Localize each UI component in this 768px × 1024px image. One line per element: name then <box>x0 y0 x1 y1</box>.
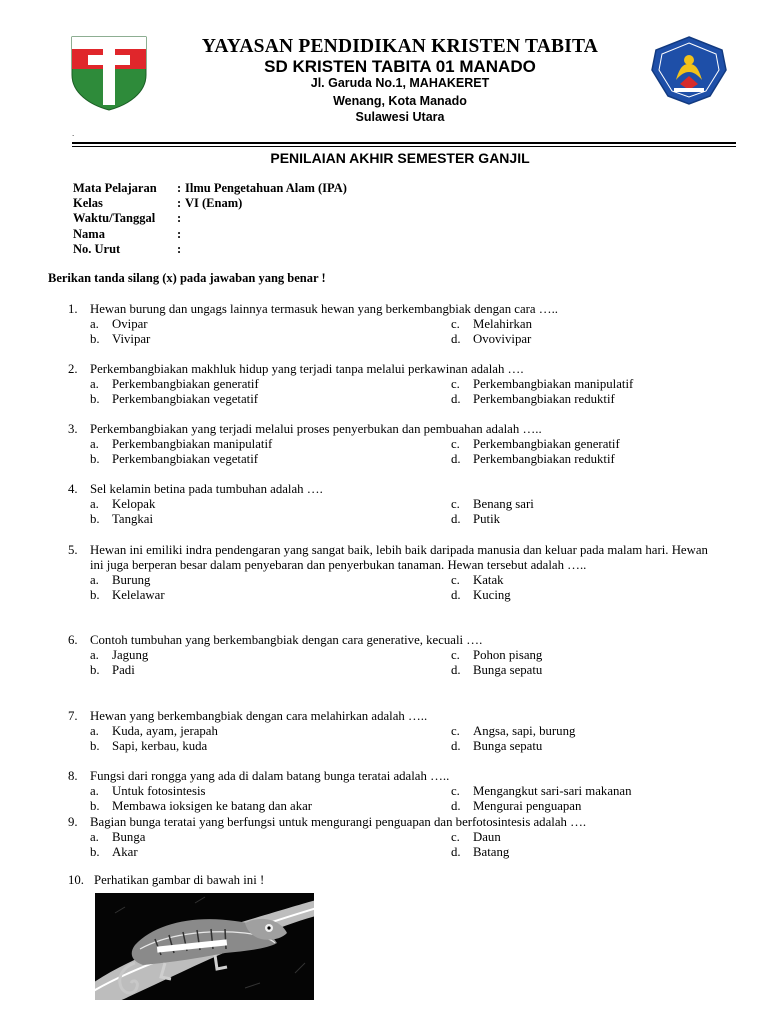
question-7 <box>68 709 708 754</box>
option-d[interactable]: d. Bunga sepatu <box>451 739 543 753</box>
address-line-2: Wenang, Kota Manado <box>333 94 467 108</box>
options <box>90 317 708 347</box>
field-label: Waktu/Tanggal <box>73 211 156 225</box>
option-a[interactable]: a. Jagung <box>90 648 149 662</box>
question-number: 5. <box>68 543 78 557</box>
option-b[interactable]: b. Membawa ioksigen ke batang dan akar <box>90 799 313 813</box>
question-1 <box>68 302 708 347</box>
school-name: SD KRISTEN TABITA 01 MANADO <box>264 57 536 76</box>
option-d[interactable]: d. Batang <box>451 845 510 859</box>
foundation-name: YAYASAN PENDIDIKAN KRISTEN TABITA <box>201 36 599 57</box>
option-b[interactable]: b. Kelelawar <box>90 588 165 602</box>
question-4 <box>68 482 708 527</box>
question-3 <box>68 422 708 467</box>
field-label: No. Urut <box>73 242 121 256</box>
question-10 <box>68 873 708 888</box>
field-colon: : <box>177 181 182 195</box>
stray-dot: . <box>72 129 75 138</box>
options <box>90 648 708 678</box>
question-stem: Hewan yang berkembangbiak dengan cara melahirkan adalah ….. <box>90 709 428 723</box>
option-a[interactable]: a. Kuda, ayam, jerapah <box>90 724 218 738</box>
options <box>90 724 708 754</box>
question-number: 8. <box>68 769 78 783</box>
question-stem: Perhatikan gambar di bawah ini ! <box>94 873 265 887</box>
question-stem: Bagian bunga teratai yang berfungsi untuk mengurangi penguapan dan berfotosintesis adalah …. <box>90 815 587 829</box>
field-time-date <box>73 211 185 226</box>
field-number <box>73 242 185 257</box>
question-stem: Perkembangbiakan makhluk hidup yang terjadi tanpa melalui perkawinan adalah …. <box>90 362 524 376</box>
option-c[interactable]: c. Daun <box>451 830 501 844</box>
option-a[interactable]: a. Perkembangbiakan manipulatif <box>90 437 273 451</box>
option-a[interactable]: a. Kelopak <box>90 497 156 511</box>
question-number: 9. <box>68 815 78 829</box>
option-b[interactable]: b. Perkembangbiakan vegetatif <box>90 392 259 406</box>
option-a[interactable]: a. Untuk fotosintesis <box>90 784 206 798</box>
field-label: Nama <box>73 227 105 241</box>
address-line-1: Jl. Garuda No.1, MAHAKERET <box>310 76 490 90</box>
options <box>90 830 708 860</box>
option-d[interactable]: d. Perkembangbiakan reduktif <box>451 392 615 406</box>
option-c[interactable]: c. Mengangkut sari-sari makanan <box>451 784 632 798</box>
question-stem: Perkembangbiakan yang terjadi melalui proses penyerbukan dan pembuahan adalah ….. <box>90 422 542 436</box>
question-number: 10. <box>68 873 84 887</box>
option-b[interactable]: b. Akar <box>90 845 138 859</box>
question-number: 6. <box>68 633 78 647</box>
field-label: Kelas <box>73 196 103 210</box>
option-a[interactable]: a. Ovipar <box>90 317 148 331</box>
question-number: 2. <box>68 362 78 376</box>
question-stem: Contoh tumbuhan yang berkembangbiak dengan cara generative, kecuali …. <box>90 633 483 647</box>
question-number: 7. <box>68 709 78 723</box>
header-rule-thick <box>72 142 736 144</box>
instruction: Berikan tanda silang (x) pada jawaban yang benar ! <box>48 271 326 285</box>
option-b[interactable]: b. Perkembangbiakan vegetatif <box>90 452 259 466</box>
address-line-3: Sulawesi Utara <box>355 110 445 124</box>
question-number: 1. <box>68 302 78 316</box>
option-a[interactable]: a. Burung <box>90 573 151 587</box>
option-d[interactable]: d. Bunga sepatu <box>451 663 543 677</box>
question-stem: Fungsi dari rongga yang ada di dalam batang bunga teratai adalah ….. <box>90 769 450 783</box>
options <box>90 497 708 527</box>
option-d[interactable]: d. Ovovivipar <box>451 332 532 346</box>
option-b[interactable]: b. Tangkai <box>90 512 154 526</box>
question-6 <box>68 633 708 678</box>
question-2 <box>68 362 708 407</box>
options <box>90 784 708 814</box>
option-c[interactable]: c. Melahirkan <box>451 317 532 331</box>
option-b[interactable]: b. Padi <box>90 663 135 677</box>
field-subject <box>73 181 347 196</box>
tut-wuri-handayani-icon <box>648 34 730 106</box>
option-c[interactable]: c. Angsa, sapi, burung <box>451 724 576 738</box>
question-8 <box>68 769 708 814</box>
exam-title: PENILAIAN AKHIR SEMESTER GANJIL <box>270 150 530 166</box>
option-d[interactable]: d. Putik <box>451 512 501 526</box>
options <box>90 437 708 467</box>
question-number: 4. <box>68 482 78 496</box>
option-a[interactable]: a. Bunga <box>90 830 146 844</box>
option-b[interactable]: b. Vivipar <box>90 332 151 346</box>
field-label: Mata Pelajaran <box>73 181 157 195</box>
field-colon: : <box>177 211 182 225</box>
option-d[interactable]: d. Mengurai penguapan <box>451 799 582 813</box>
option-c[interactable]: c. Benang sari <box>451 497 534 511</box>
chameleon-icon <box>95 893 314 1000</box>
question-5 <box>68 543 708 603</box>
option-c[interactable]: c. Katak <box>451 573 504 587</box>
question-stem: Sel kelamin betina pada tumbuhan adalah …. <box>90 482 323 496</box>
options <box>90 377 708 407</box>
field-value: VI (Enam) <box>185 196 243 210</box>
ministry-education-logo <box>648 34 730 106</box>
option-b[interactable]: b. Sapi, kerbau, kuda <box>90 739 208 753</box>
option-c[interactable]: c. Perkembangbiakan generatif <box>451 437 620 451</box>
option-d[interactable]: d. Kucing <box>451 588 511 602</box>
option-c[interactable]: c. Perkembangbiakan manipulatif <box>451 377 634 391</box>
question-9 <box>68 815 708 860</box>
header-rule-thin <box>72 146 736 147</box>
options <box>90 573 708 603</box>
question-stem: Hewan ini emiliki indra pendengaran yang sangat baik, lebih baik daripada manusia dan keluar pada malam hari. Hewan ini juga berperan besar dalam penyebaran dan penyerbukan tanaman. Hewan tersebut adalah ….. <box>90 543 708 572</box>
question-number: 3. <box>68 422 78 436</box>
field-value: Ilmu Pengetahuan Alam (IPA) <box>185 181 347 195</box>
chameleon-photo <box>95 893 314 1000</box>
option-d[interactable]: d. Perkembangbiakan reduktif <box>451 452 615 466</box>
field-colon: : <box>177 227 182 241</box>
field-name <box>73 227 185 242</box>
field-colon: : <box>177 196 182 210</box>
question-stem: Hewan burung dan ungags lainnya termasuk hewan yang berkembangbiak dengan cara ….. <box>90 302 558 316</box>
option-a[interactable]: a. Perkembangbiakan generatif <box>90 377 259 391</box>
option-c[interactable]: c. Pohon pisang <box>451 648 543 662</box>
field-colon: : <box>177 242 182 256</box>
field-class <box>73 196 242 211</box>
